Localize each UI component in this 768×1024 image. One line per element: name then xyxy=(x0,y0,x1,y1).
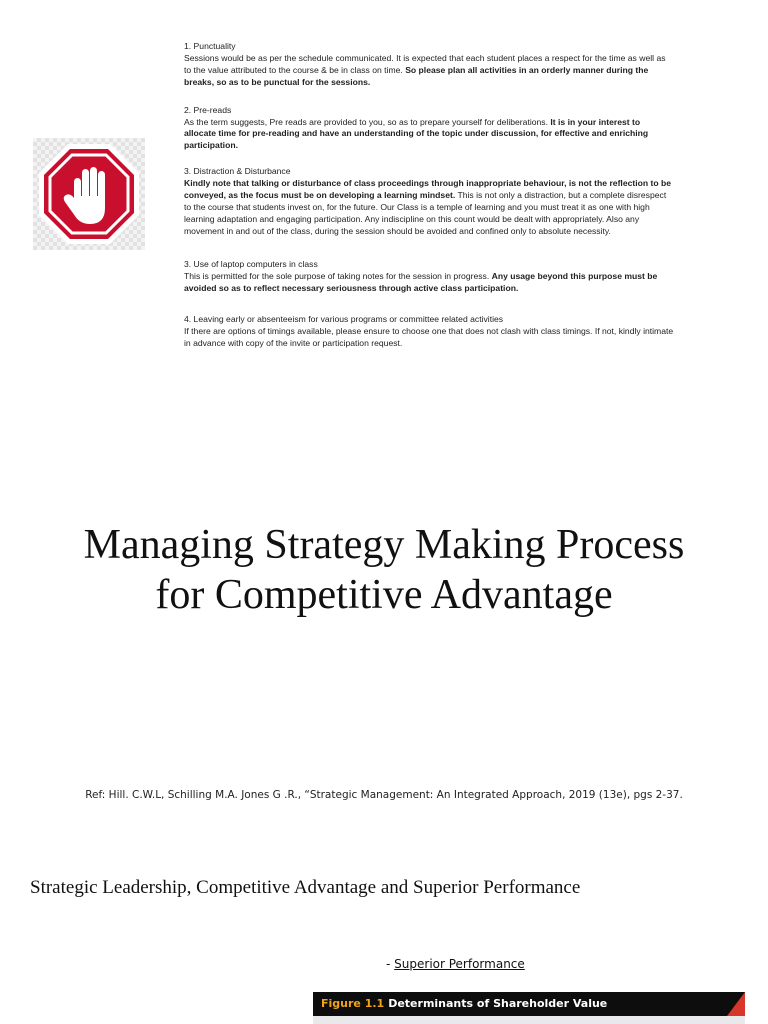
reference-citation: Ref: Hill. C.W.L, Schilling M.A. Jones G .R., “Strategic Management: An Integrated Approach, 2019 (13e), pgs 2-37. xyxy=(85,789,683,801)
figure-body xyxy=(313,1016,745,1024)
rule-body xyxy=(184,117,674,153)
stop-sign-image xyxy=(33,138,145,250)
rule-body xyxy=(184,178,674,238)
rule-title: 3. Distraction & Disturbance xyxy=(184,166,291,177)
bullet-item xyxy=(386,957,525,971)
classroom-rules xyxy=(184,41,674,350)
main-title xyxy=(0,520,768,620)
rule-text-bold: Kindly note that talking or disturbance of class proceedings through inappropriate behaviour, is not the reflection to be conveyed, as the focus must be on developing a learning mindset. xyxy=(184,178,672,201)
stop-hand-icon xyxy=(33,138,145,250)
rule-text-bold: It is in your interest to allocate time for pre-reading and have an understanding of the topic under discussion, for effective and enriching participation. xyxy=(184,116,649,151)
rule-text: This is permitted for the sole purpose of taking notes for the session in progress. xyxy=(184,270,492,281)
rule-punctuality xyxy=(184,41,674,89)
title-line: for Competitive Advantage xyxy=(155,572,613,618)
rule-leaving-early xyxy=(184,314,674,350)
rule-title: 4. Leaving early or absenteeism for various programs or committee related activities xyxy=(184,314,504,325)
figure-header xyxy=(313,992,745,1024)
figure-title: Determinants of Shareholder Value xyxy=(388,997,608,1010)
rule-text: As the term suggests, Pre reads are provided to you, so as to prepare yourself for deliberations. xyxy=(184,116,551,127)
rule-text: This is not only a distraction, but a complete disrespect to the course that students invest on, for the future. Our Class is a temple of learning and you must treat it as one with high learning adaptation and engaging participation. Any indiscipline on this count would be dealt with appropriately. Also any movement in and out of the class, during the session should be avoided and confined only to absolute necessity. xyxy=(184,190,667,236)
superior-performance-link[interactable]: Superior Performance xyxy=(394,957,525,971)
rule-body xyxy=(184,271,674,295)
rule-distraction xyxy=(184,166,674,237)
rule-body xyxy=(184,53,674,89)
figure-corner-accent xyxy=(727,992,745,1016)
rule-text: Sessions would be as per the schedule communicated. It is expected that each student places a respect for the time as well as to the value attributed to the course & be in class on time. xyxy=(184,52,666,75)
rule-body xyxy=(184,326,674,350)
rule-title: 1. Punctuality xyxy=(184,41,236,51)
rule-title: 2. Pre-reads xyxy=(184,104,232,115)
rule-text-bold: Any usage beyond this purpose must be avoided so as to reflect necessary seriousness through active class participation. xyxy=(184,270,658,293)
section-heading: Strategic Leadership, Competitive Advantage and Superior Performance xyxy=(30,877,581,898)
title-line: Managing Strategy Making Process xyxy=(83,522,685,568)
bullet-prefix: - xyxy=(386,957,395,971)
rule-text: If there are options of timings available, please ensure to choose one that does not clash with class timings. If not, kindly intimate in advance with copy of the invite or participation request. xyxy=(184,326,674,349)
rule-title: 3. Use of laptop computers in class xyxy=(184,258,318,269)
rule-text-bold: So please plan all activities in an orderly manner during the breaks, so as to be punctual for the sessions. xyxy=(184,64,649,87)
rule-laptop-use xyxy=(184,259,674,295)
figure-caption xyxy=(321,997,607,1010)
rule-pre-reads xyxy=(184,105,674,153)
figure-number: Figure 1.1 xyxy=(321,997,385,1010)
